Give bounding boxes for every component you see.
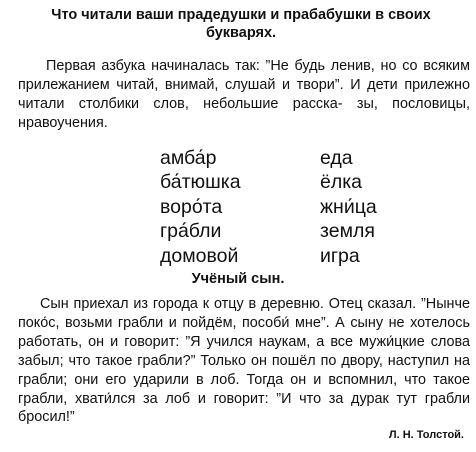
word-columns bbox=[160, 146, 400, 269]
word-left: воро́та bbox=[160, 195, 223, 218]
word-row bbox=[160, 244, 400, 269]
word-row bbox=[160, 171, 400, 196]
word-right: еда bbox=[320, 146, 353, 169]
word-left: ба́тюшка bbox=[160, 171, 241, 194]
word-right: земля bbox=[320, 220, 375, 243]
word-right: игра bbox=[320, 244, 360, 267]
word-right: ёлка bbox=[320, 171, 363, 194]
author-signature: Л. Н. Толстой. bbox=[388, 429, 464, 441]
story-title: Учёный сын. bbox=[191, 271, 285, 287]
story-text: Сын приехал из города к отцу в деревню. Отец сказал. ”Нынче поко́с, возьми грабли и пойдём, пособи́ мне”. А сыну не хотелось работать, он и говорит: ”Я учился наукам, а все мужи́цкие слова забыл; что такое грабли?” Только он пошёл по двору, наступил на грабли; они его ударили в лоб. Тогда он и вспомнил, что такое грабли, хвати́лся за лоб и говорит: ”И что за дурак тут грабли бросил!” bbox=[18, 296, 470, 426]
story-paragraph bbox=[18, 295, 470, 427]
word-left: домовой bbox=[160, 244, 239, 267]
word-left: гра́бли bbox=[160, 220, 222, 243]
intro-text: Первая азбука начиналась так: ”Не будь ленив, но со всяким прилежанием читай, внимай, слушай и твори”. И дети прилежно читали столбики слов, небольшие расска- зы, пословицы, нравоучения. bbox=[18, 58, 470, 131]
word-left: амба́р bbox=[160, 146, 217, 169]
word-row bbox=[160, 220, 400, 245]
page-title: Что читали ваши прадедушки и прабабушки в своих букварях. bbox=[51, 7, 431, 41]
word-right: жни́ца bbox=[320, 195, 377, 218]
word-row bbox=[160, 146, 400, 171]
intro-paragraph bbox=[18, 57, 470, 133]
word-row bbox=[160, 195, 400, 220]
